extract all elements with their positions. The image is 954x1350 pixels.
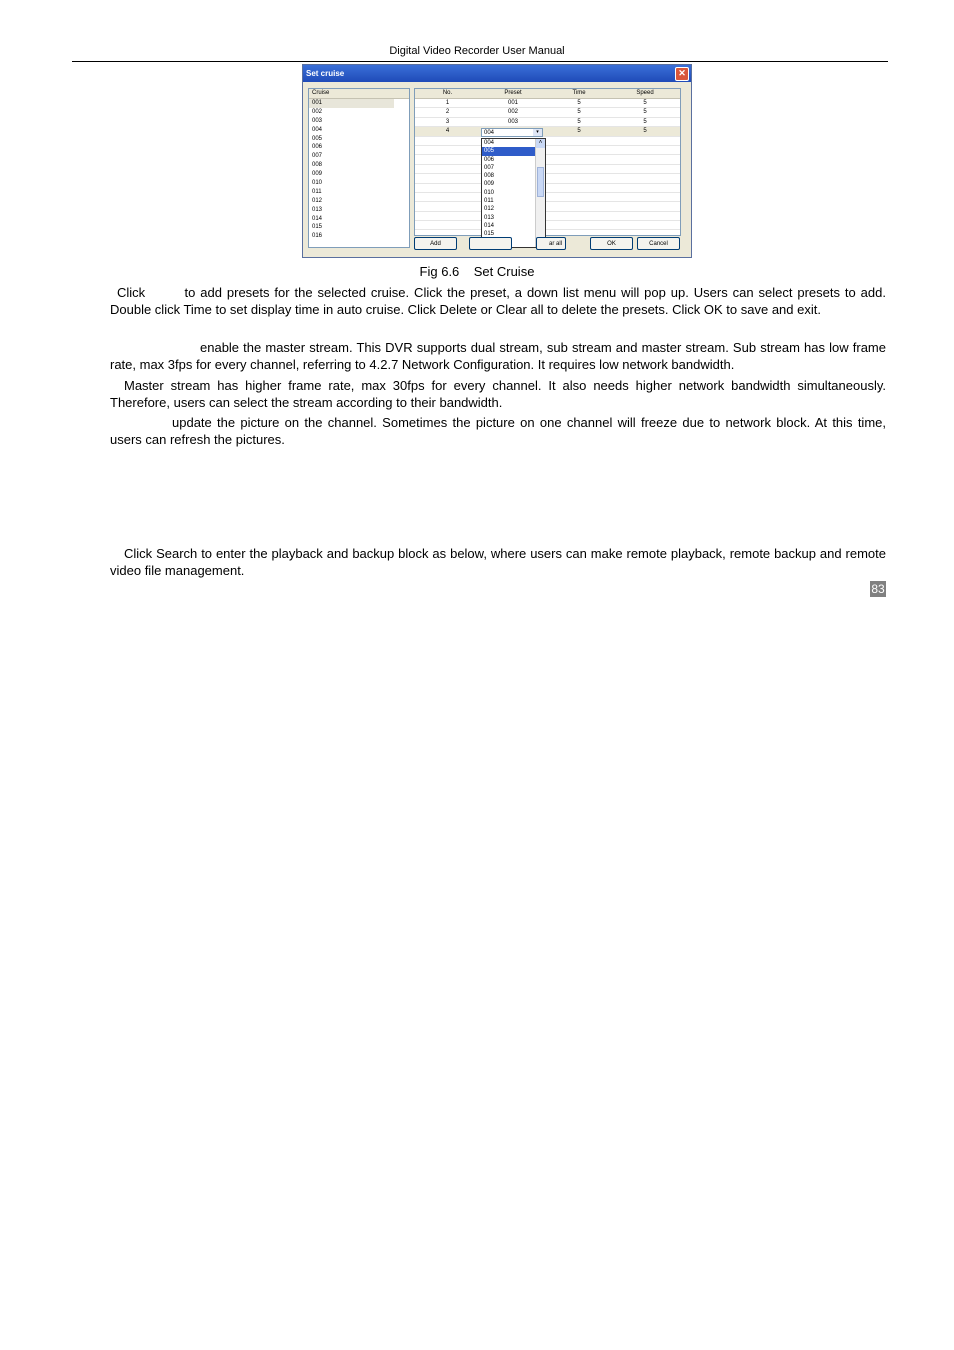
cruise-list-item[interactable]: 007 (312, 153, 323, 160)
col-preset: Preset (504, 90, 522, 96)
table-cell[interactable] (612, 184, 678, 192)
table-cell[interactable] (546, 221, 612, 229)
table-cell[interactable] (546, 174, 612, 182)
table-row[interactable] (415, 165, 680, 174)
table-row[interactable] (415, 193, 680, 202)
table-cell[interactable] (546, 212, 612, 220)
preset-dropdown[interactable] (481, 128, 543, 137)
table-row[interactable] (415, 202, 680, 211)
delete-button[interactable] (469, 237, 512, 250)
dropdown-option[interactable]: 014 (484, 222, 495, 229)
table-cell[interactable]: 4 (445, 128, 450, 135)
table-row[interactable] (415, 146, 680, 155)
cruise-list-item[interactable]: 013 (312, 206, 323, 213)
table-cell[interactable] (612, 212, 678, 220)
cruise-list-item[interactable]: 011 (312, 188, 322, 195)
table-cell[interactable]: 003 (507, 118, 518, 125)
grid-header (415, 89, 680, 99)
table-cell[interactable] (415, 146, 480, 154)
table-cell[interactable] (612, 165, 678, 173)
dropdown-scrollbar[interactable] (535, 139, 545, 247)
table-cell[interactable] (415, 221, 480, 229)
table-cell[interactable]: 001 (507, 100, 518, 106)
cruise-list-item[interactable]: 001 (309, 99, 394, 108)
add-button[interactable]: Add (414, 237, 457, 250)
table-cell[interactable]: 5 (643, 128, 647, 135)
cancel-button[interactable]: Cancel (637, 237, 680, 250)
scrollbar-thumb[interactable] (537, 167, 544, 197)
table-cell[interactable] (415, 155, 480, 163)
dropdown-option[interactable]: 006 (484, 156, 495, 163)
table-row[interactable] (415, 137, 680, 146)
cruise-list-header: Cruise (309, 89, 409, 99)
preset-dropdown-list[interactable] (481, 138, 546, 248)
header-rule (72, 61, 888, 62)
table-cell[interactable]: 3 (445, 118, 450, 125)
cruise-list-item[interactable]: 002 (312, 108, 323, 115)
cruise-list-item[interactable]: 016 (312, 233, 323, 240)
dropdown-option[interactable]: 013 (484, 214, 495, 221)
table-cell[interactable] (546, 230, 612, 236)
table-cell[interactable] (415, 137, 480, 145)
table-cell[interactable] (612, 230, 678, 236)
cruise-list-item[interactable]: 009 (312, 171, 323, 178)
table-cell[interactable]: 5 (643, 118, 647, 125)
cruise-list-item[interactable]: 005 (312, 135, 323, 142)
col-speed: Speed (636, 90, 654, 96)
paragraph-add-presets: Click to add presets for the selected cruise. Click the preset, a down list menu will pop up. Users can select presets to add. Double click Time to set display time in auto cruise. Click Delete or Clear all to delete the presets. Click OK to save and exit. (110, 285, 890, 317)
dropdown-option[interactable]: 011 (484, 198, 494, 205)
dropdown-option[interactable]: 012 (484, 206, 495, 213)
cruise-list[interactable] (308, 88, 410, 248)
paragraph-search: Click Search to enter the playback and backup block as below, where users can make remote playback, remote backup and remote video file management. (110, 546, 886, 578)
table-cell[interactable] (546, 137, 612, 145)
table-cell[interactable] (415, 165, 480, 173)
table-cell[interactable] (546, 202, 612, 210)
page-number: 83 (871, 582, 885, 596)
dropdown-option[interactable]: 010 (484, 189, 495, 196)
table-cell[interactable] (612, 137, 678, 145)
table-cell[interactable]: 5 (643, 109, 647, 116)
paragraph-master-stream: enable the master stream. This DVR supports dual stream, sub stream and master stream. Sub stream has low frame rate, max 3fps for every channel, referring to 4.2.7 Network Configuration. It requires low network bandwidth. (110, 340, 886, 372)
table-row[interactable] (415, 212, 680, 221)
cruise-list-item[interactable]: 014 (312, 215, 323, 222)
running-header: Digital Video Recorder User Manual (389, 45, 565, 57)
dropdown-option[interactable]: 005 (482, 147, 536, 155)
table-cell[interactable]: 1 (445, 100, 450, 106)
table-row[interactable] (415, 99, 680, 108)
col-time: Time (572, 90, 586, 96)
table-cell[interactable] (612, 155, 678, 163)
chevron-up-icon[interactable]: ˄ (536, 139, 545, 148)
table-cell[interactable] (415, 230, 480, 236)
table-row[interactable] (415, 155, 680, 164)
table-cell[interactable]: 5 (577, 118, 581, 125)
col-no: No. (442, 90, 453, 96)
cruise-list-item[interactable]: 010 (312, 180, 323, 187)
cruise-list-item[interactable]: 006 (312, 144, 323, 151)
set-cruise-dialog (302, 64, 692, 258)
table-cell[interactable]: 5 (577, 128, 581, 135)
table-row[interactable] (415, 174, 680, 183)
dropdown-option[interactable]: 008 (484, 173, 495, 180)
cruise-list-item[interactable]: 004 (312, 126, 323, 133)
table-cell[interactable] (415, 212, 480, 220)
dropdown-option[interactable]: 007 (484, 164, 495, 171)
dialog-titlebar (303, 65, 691, 82)
table-row[interactable] (415, 108, 680, 117)
dropdown-option[interactable]: 015 (484, 231, 495, 238)
table-cell[interactable] (415, 193, 480, 201)
table-cell[interactable] (415, 174, 480, 182)
table-row[interactable] (415, 127, 680, 136)
table-cell[interactable] (546, 184, 612, 192)
table-row[interactable] (415, 118, 680, 127)
table-cell[interactable] (546, 155, 612, 163)
table-cell[interactable] (612, 202, 678, 210)
table-cell[interactable]: 5 (643, 100, 647, 106)
dropdown-option[interactable]: 004 (484, 140, 495, 146)
ok-button[interactable]: OK (590, 237, 633, 250)
table-cell[interactable]: 002 (507, 109, 518, 116)
table-cell[interactable] (612, 221, 678, 229)
table-cell[interactable] (612, 146, 678, 154)
table-cell[interactable] (415, 184, 480, 192)
table-cell[interactable]: 2 (445, 109, 450, 116)
preset-dropdown-value: 004 (484, 130, 495, 136)
paragraph-higher-frame-rate: Master stream has higher frame rate, max 30fps for every channel. It also needs higher network bandwidth simultaneously. Therefore, users can select the stream according to their bandwidth. (110, 378, 886, 410)
table-row[interactable] (415, 230, 680, 236)
table-cell[interactable]: 5 (577, 109, 581, 116)
chevron-down-icon[interactable]: ▾ (533, 129, 542, 136)
figure-caption: Fig 6.6 Set Cruise (419, 264, 535, 279)
cruise-list-item[interactable]: 015 (312, 224, 323, 231)
table-cell[interactable] (546, 146, 612, 154)
table-cell[interactable] (546, 165, 612, 173)
table-row[interactable] (415, 184, 680, 193)
cruise-list-item[interactable]: 008 (312, 162, 323, 169)
dropdown-option[interactable]: 009 (484, 181, 495, 188)
preset-grid[interactable] (414, 88, 681, 236)
table-cell[interactable] (612, 174, 678, 182)
cruise-list-item[interactable]: 003 (312, 117, 323, 124)
table-cell[interactable] (415, 202, 480, 210)
clear-all-button[interactable]: ar all (536, 237, 566, 250)
paragraph-update-picture: update the picture on the channel. Sometimes the picture on one channel will freeze due to network block. At this time, users can refresh the pictures. (110, 415, 886, 447)
table-cell[interactable] (546, 193, 612, 201)
table-row[interactable] (415, 221, 680, 230)
table-cell[interactable] (612, 193, 678, 201)
dialog-title: Set cruise (306, 69, 345, 78)
close-icon[interactable]: ✕ (675, 67, 689, 81)
table-cell[interactable]: 5 (577, 100, 581, 106)
cruise-list-item[interactable]: 012 (312, 197, 323, 204)
